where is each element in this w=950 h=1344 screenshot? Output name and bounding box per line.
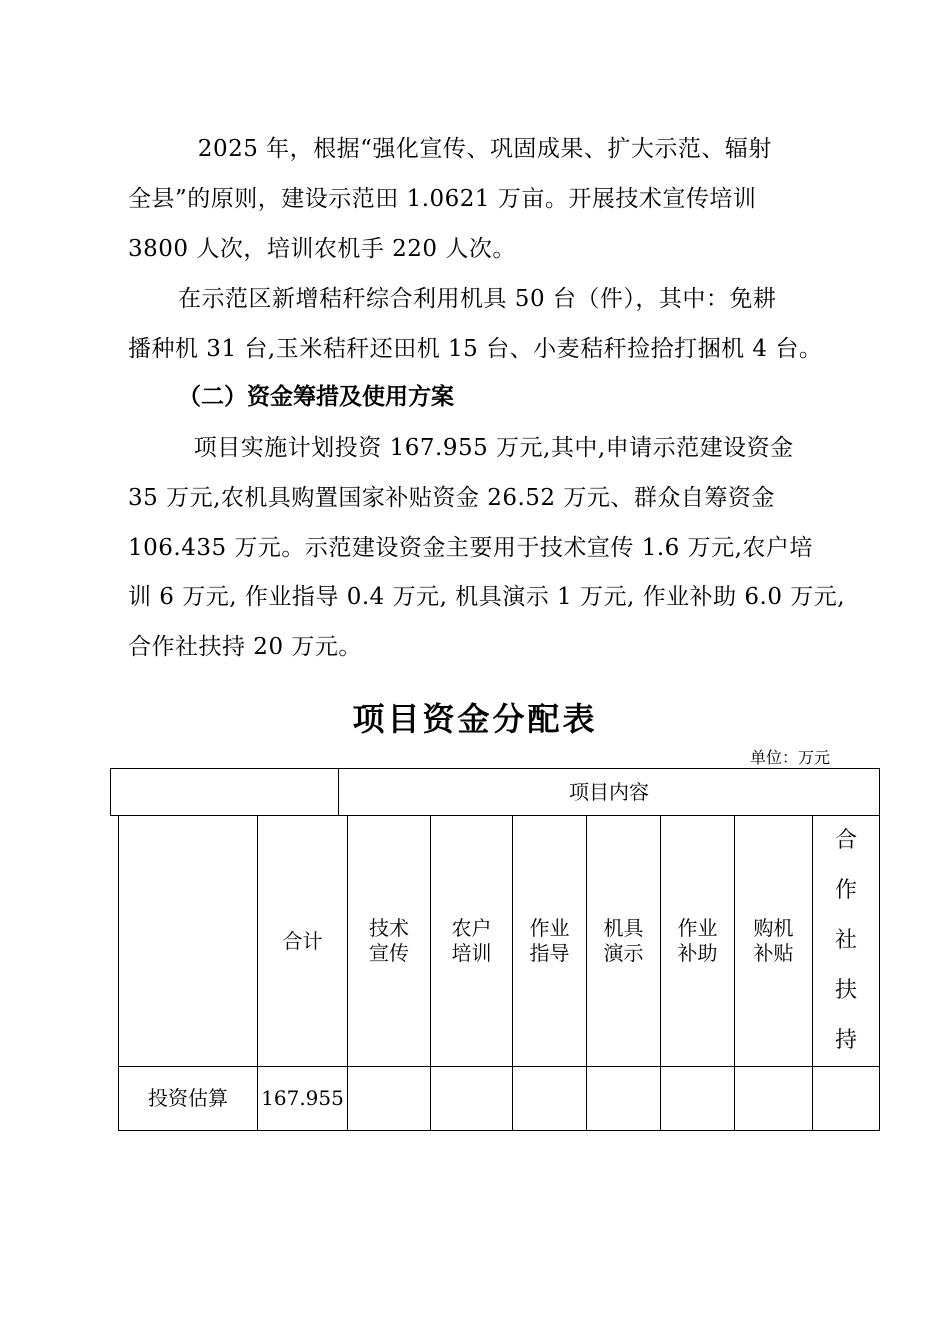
paragraph-line-6: 项目实施计划投资 167.955 万元,其中,申请示范建设资金 — [186, 435, 794, 461]
column-header-line: 购机 — [753, 916, 794, 940]
vertical-char: 合 — [834, 828, 857, 853]
row-label-text: 投资估算 — [148, 1086, 228, 1110]
paragraph-line-1: 2025 年，根据“强化宣传、巩固成果、扩大示范、辐射 — [190, 136, 772, 162]
column-header-line: 机具 — [603, 916, 644, 940]
column-header-line: 补贴 — [753, 941, 794, 965]
paragraph-line-4: 在示范区新增秸秆综合利用机具 50 台（件），其中：免耕 — [178, 286, 777, 312]
table-title: 项目资金分配表 — [352, 700, 598, 738]
table-cell — [512, 1066, 587, 1131]
row-label-cell — [118, 1066, 258, 1131]
column-header-tech-promo — [347, 815, 431, 1067]
table-cell — [586, 1066, 661, 1131]
section-heading: （二）资金筹措及使用方案 — [178, 383, 454, 410]
table-cell — [660, 1066, 735, 1131]
column-header-line: 农户 — [451, 916, 492, 940]
vertical-char: 持 — [834, 1028, 857, 1053]
column-header-line: 作业 — [529, 916, 570, 940]
empty-header-cell — [110, 768, 339, 816]
column-header-farmer-training — [430, 815, 513, 1067]
empty-label-header-cell — [118, 815, 258, 1067]
paragraph-line-10: 合作社扶持 20 万元。 — [128, 634, 362, 660]
column-header-line: 演示 — [603, 941, 644, 965]
group-header-cell — [338, 768, 880, 816]
column-header-work-subsidy — [660, 815, 735, 1067]
paragraph-line-3: 3800 人次，培训农机手 220 人次。 — [128, 236, 516, 262]
column-header-line: 宣传 — [369, 941, 409, 965]
column-header-machine-demo — [586, 815, 661, 1067]
row-total-value: 167.955 — [261, 1086, 344, 1110]
vertical-char: 扶 — [834, 978, 857, 1003]
column-header-purchase-subsidy — [734, 815, 813, 1067]
paragraph-line-7: 35 万元,农机具购置国家补贴资金 26.52 万元、群众自筹资金 — [128, 485, 775, 511]
column-header-line: 技术 — [369, 916, 409, 940]
paragraph-line-8: 106.435 万元。示范建设资金主要用于技术宣传 1.6 万元,农户培 — [128, 535, 813, 561]
column-header-line: 指导 — [529, 941, 570, 965]
table-cell — [347, 1066, 431, 1131]
column-header-coop-support — [812, 815, 880, 1067]
paragraph-line-9: 训 6 万元, 作业指导 0.4 万元, 机具演示 1 万元, 作业补助 6.0 万元, — [128, 584, 846, 610]
paragraph-line-5: 播种机 31 台,玉米秸秆还田机 15 台、小麦秸秆捡拾打捆机 4 台。 — [128, 336, 823, 362]
total-header-cell — [257, 815, 348, 1067]
vertical-char: 作 — [834, 878, 857, 903]
group-header-text: 项目内容 — [569, 779, 649, 804]
table-cell — [812, 1066, 880, 1131]
paragraph-line-2: 全县”的原则，建设示范田 1.0621 万亩。开展技术宣传培训 — [128, 186, 757, 212]
column-header-line: 培训 — [451, 941, 492, 965]
total-header-text: 合计 — [282, 928, 323, 953]
table-cell — [734, 1066, 813, 1131]
row-total-cell — [257, 1066, 348, 1131]
table-cell — [430, 1066, 513, 1131]
unit-label: 单位：万元 — [750, 748, 831, 767]
vertical-char: 社 — [834, 928, 857, 953]
column-header-line: 作业 — [677, 916, 718, 940]
column-header-work-guidance — [512, 815, 587, 1067]
column-header-line: 补助 — [677, 941, 718, 965]
